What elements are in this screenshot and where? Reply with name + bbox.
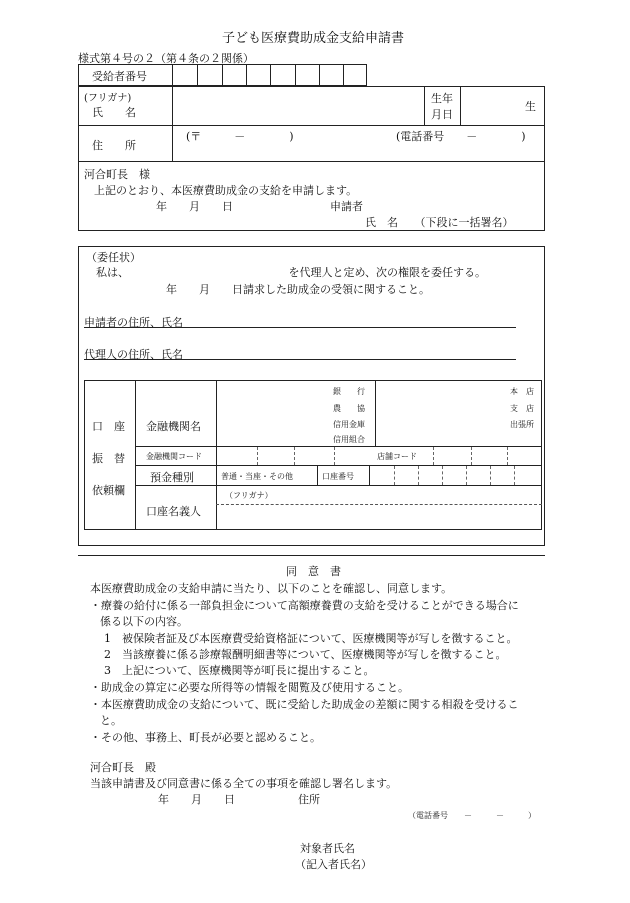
consent-sub-3: 3 上記について、医療機関等が町長に提出すること。 — [104, 664, 375, 677]
consent-item-2: ・助成金の算定に必要な所得等の情報を閲覧及び使用すること。 — [90, 681, 409, 694]
recipient-number-input[interactable] — [173, 65, 366, 85]
consent-sub-1: 1 被保険者証及び本医療費受給資格証について、医療機関等が写しを徴すること。 — [104, 632, 518, 645]
phone-number: (電話番号 － ) — [396, 130, 526, 143]
furigana-label: (フリガナ) — [84, 93, 132, 104]
birth-date-input[interactable] — [462, 88, 522, 123]
branch-type-office: 出張所 — [510, 420, 534, 429]
bank-side-label-2: 振 替 — [92, 452, 125, 465]
branch-type-branch: 支 店 — [510, 404, 534, 413]
applicant-label: 申請者 — [330, 200, 363, 213]
bank-side-label-3: 依頼欄 — [92, 484, 125, 497]
institution-name-input[interactable] — [218, 382, 328, 444]
proxy-header: （委任状） — [86, 251, 141, 264]
birth-suffix: 生 — [525, 100, 536, 113]
proxy-line-2: 年 月 日請求した助成金の受領に関すること。 — [166, 283, 430, 296]
account-holder-input[interactable] — [218, 506, 540, 528]
consent-item-1b: 係る以下の内容。 — [100, 615, 188, 628]
address-input[interactable] — [174, 142, 542, 159]
bank-type-bank: 銀 行 — [333, 387, 365, 396]
bank-type-agri: 農 協 — [333, 404, 365, 413]
consent-item-1a: ・療養の給付に係る一部負担金について高額療養費の支給を受けることができる場合に — [90, 599, 519, 612]
deposit-type-options[interactable]: 普通・当座・その他 — [221, 472, 293, 481]
account-holder-furigana: （フリガナ） — [225, 491, 273, 500]
proxy-line-1: 私は、 を代理人と定め、次の権限を委任する。 — [96, 266, 487, 279]
consent-addressee: 河合町長 殿 — [90, 761, 156, 774]
account-holder-label: 口座名義人 — [146, 505, 201, 518]
consent-item-4: ・その他、事務上、町長が必要と認めること。 — [90, 731, 321, 744]
postal-code: (〒 － ) — [186, 130, 294, 143]
branch-code-label: 店舗コード — [377, 452, 417, 461]
address-label: 住 所 — [92, 139, 136, 152]
birth-label-2: 月日 — [431, 108, 453, 121]
agent-address-label: 代理人の住所、氏名 — [84, 348, 183, 361]
bank-type-kumiai: 信用組合 — [333, 435, 365, 444]
applicant-address-label: 申請者の住所、氏名 — [84, 316, 183, 329]
account-number-label: 口座番号 — [322, 472, 354, 481]
consent-address-input[interactable] — [330, 789, 540, 805]
application-statement: 上記のとおり、本医療費助成金の支給を申請します。 — [94, 184, 358, 197]
application-date: 年 月 日 — [156, 200, 233, 213]
subject-name-label: 対象者氏名 — [300, 842, 355, 855]
consent-item-3b: と。 — [100, 714, 122, 727]
institution-code-label: 金融機関コード — [146, 452, 202, 461]
recipient-number-label: 受給者番号 — [92, 70, 147, 83]
consent-address-label: 住所 — [298, 793, 320, 806]
page-title: 子ども医療費助成金支給申請書 — [222, 31, 405, 46]
consent-phone: （電話番号 － － ） — [408, 811, 536, 820]
writer-name-label: （記入者氏名） — [295, 858, 372, 871]
bank-type-shinkin: 信用金庫 — [333, 420, 365, 429]
consent-confirm: 当該申請書及び同意書に係る全ての事項を確認し署名します。 — [90, 777, 398, 790]
institution-code-input[interactable] — [218, 447, 373, 464]
addressee: 河合町長 様 — [84, 168, 150, 181]
consent-intro: 本医療費助成金の支給申請に当たり、以下のことを確認し、同意します。 — [90, 582, 453, 595]
consent-title: 同 意 書 — [286, 565, 341, 578]
account-number-input[interactable] — [371, 466, 540, 484]
name-input[interactable] — [174, 88, 422, 123]
applicant-address-line[interactable] — [84, 327, 516, 328]
branch-name-input[interactable] — [377, 382, 505, 444]
consent-date: 年 月 日 — [158, 793, 235, 806]
bank-side-label-1: 口 座 — [92, 420, 125, 433]
name-label: 氏 名 — [92, 106, 136, 119]
agent-address-line[interactable] — [84, 359, 516, 360]
consent-item-3a: ・本医療費助成金の支給について、既に受給した助成金の差額に関する相殺を受けるこ — [90, 698, 519, 711]
consent-sub-2: 2 当該療養に係る診療報酬明細書等について、医療機関等が写しを徴すること。 — [104, 648, 507, 661]
form-number: 様式第４号の２（第４条の２関係） — [78, 52, 254, 65]
signature-input[interactable] — [370, 838, 540, 872]
deposit-type-label: 預金種別 — [150, 471, 194, 484]
applicant-signature-line: 氏 名 （下段に一括署名） — [365, 216, 514, 229]
branch-type-main: 本 店 — [510, 387, 534, 396]
birth-label-1: 生年 — [431, 92, 453, 105]
branch-code-input[interactable] — [432, 447, 540, 464]
institution-label: 金融機関名 — [146, 420, 201, 433]
